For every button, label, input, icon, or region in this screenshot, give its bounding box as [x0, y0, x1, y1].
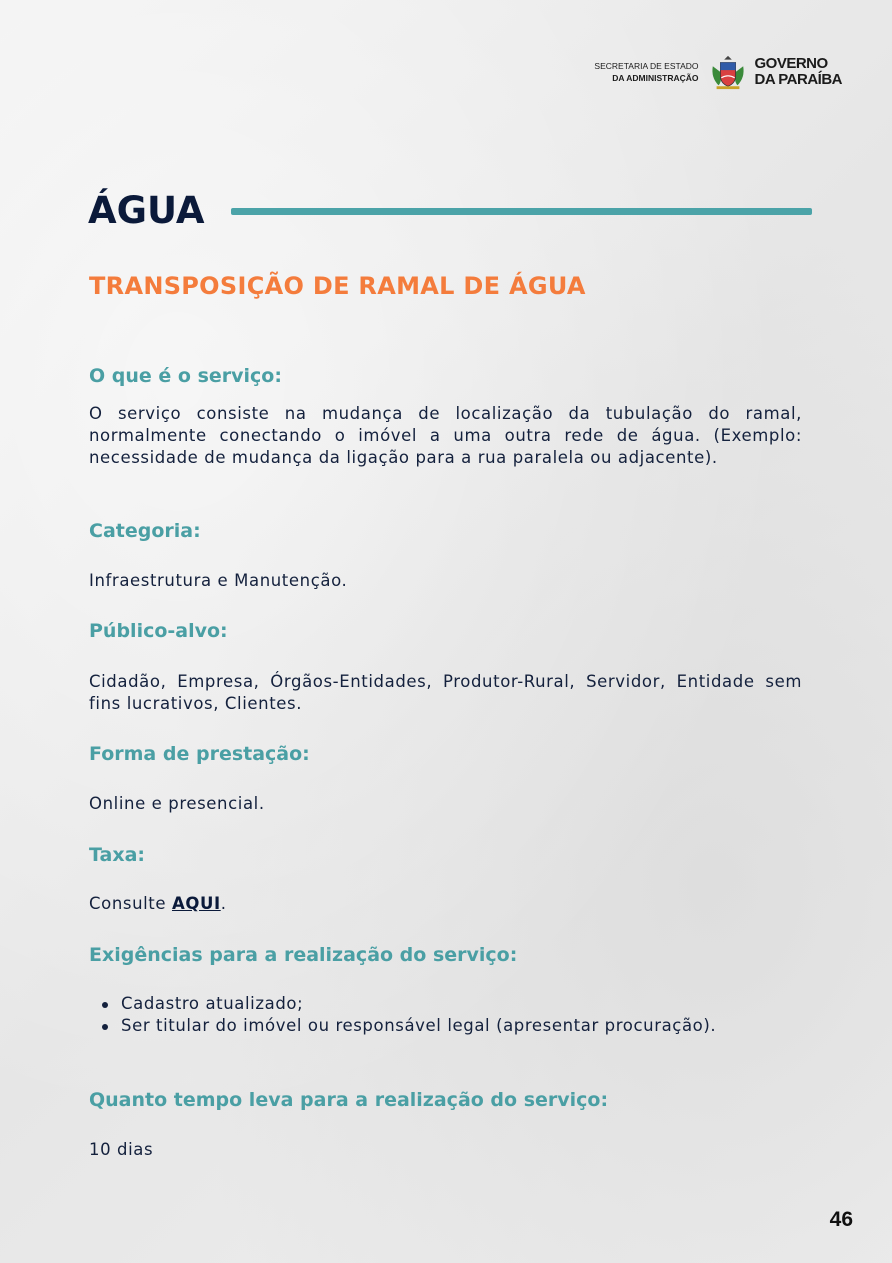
exigencias-list [89, 993, 802, 1037]
secretaria-logo-text [594, 60, 698, 84]
taxa-prefix: Consulte [89, 894, 172, 913]
governo-line-2: DA PARAÍBA [754, 71, 842, 88]
governo-logo-text [755, 56, 843, 88]
heading-publico-alvo: Público-alvo: [89, 620, 228, 642]
paraiba-seal-icon [709, 53, 747, 91]
heading-exigencias: Exigências para a realização do serviço: [89, 944, 518, 966]
secretaria-line-1: SECRETARIA DE ESTADO [594, 61, 699, 71]
aqui-link[interactable]: AQUI [171, 894, 221, 913]
text-forma-prestacao: Online e presencial. [89, 794, 265, 813]
heading-categoria: Categoria: [89, 520, 201, 542]
text-categoria: Infraestrutura e Manutenção. [89, 571, 348, 590]
heading-tempo: Quanto tempo leva para a realização do serviço: [89, 1089, 609, 1111]
heading-o-que-e: O que é o serviço: [89, 365, 282, 387]
heading-forma-prestacao: Forma de prestação: [89, 743, 310, 765]
text-taxa [89, 893, 802, 915]
taxa-suffix: . [220, 894, 227, 913]
text-publico-alvo: Cidadão, Empresa, Órgãos-Entidades, Produtor-Rural, Servidor, Entidade sem fins lucrativos, Clientes. [89, 672, 802, 713]
page-title: ÁGUA [88, 189, 205, 232]
governo-line-1: GOVERNO [754, 55, 828, 72]
heading-taxa: Taxa: [89, 844, 146, 866]
page-number: 46 [829, 1208, 853, 1231]
service-title: TRANSPOSIÇÃO DE RAMAL DE ÁGUA [89, 272, 586, 300]
list-item: Ser titular do imóvel ou responsável legal (apresentar procuração). [89, 1015, 802, 1037]
text-o-que-e: O serviço consiste na mudança de localização da tubulação do ramal, normalmente conectando o imóvel a uma outra rede de água. (Exemplo: necessidade de mudança da ligação para a rua paralela ou adjacente). [89, 404, 802, 467]
title-divider [231, 208, 812, 215]
text-tempo: 10 dias [89, 1140, 154, 1159]
secretaria-line-2: DA ADMINISTRAÇÃO [612, 73, 699, 83]
list-item: Cadastro atualizado; [89, 993, 802, 1015]
header-logos [594, 52, 842, 92]
